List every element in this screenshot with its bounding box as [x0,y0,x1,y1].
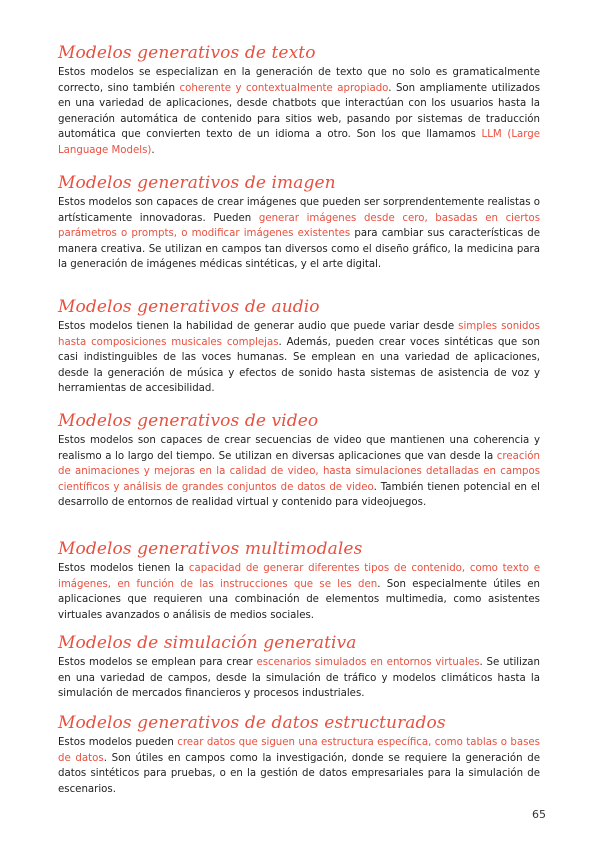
body-text: Estos modelos tienen la habilidad de generar audio que puede variar desde [58,321,459,332]
section-body [58,195,540,273]
highlighted-text: creación de animaciones y mejoras en la calidad de video, hasta simulaciones detalladas en campos científicos y análisis de grandes conjuntos de datos de video [58,450,540,493]
section-body [58,655,540,702]
body-text: . Además, pueden crear voces sintéticas que son casi indistinguibles de las voces humanas. Se emplean en una variedad de aplicaciones, desde la generación de música y efectos de sonido hasta sistemas de asistencia de voz y herramientas de accesibilidad. [58,336,540,395]
section-title: Modelos generativos de imagen [58,173,336,193]
section-body [58,65,540,159]
highlighted-text: simples sonidos hasta composiciones musicales complejas [58,321,540,348]
section-body [58,561,540,623]
highlighted-text: LLM (Large Language Models) [58,129,540,156]
section [58,712,540,797]
body-text: Estos modelos pueden [58,737,178,748]
section [58,538,540,623]
section-title: Modelos generativos multimodales [58,539,363,559]
section-title: Modelos generativos de video [58,411,319,431]
body-text: . También tienen potencial en el desarrollo de entornos de realidad virtual y contenido para videojuegos. [58,481,540,509]
body-text: para cambiar sus características de manera creativa. Se utilizan en campos tan diversos como el diseño gráfico, la medicina para la generación de imágenes médicas sintéticas, y el arte digital. [58,228,540,271]
body-text: Estos modelos se emplean para crear [58,657,257,668]
body-text: Estos modelos son capaces de crear secuencias de video que mantienen una coherencia y realismo a lo largo del tiempo. Se utilizan en diversas aplicaciones que van desde la [58,435,540,462]
body-text: . Son ampliamente utilizados en una variedad de aplicaciones, desde chatbots que interactúan con los usuarios hasta la generación automática de contenido para sitios web, pasando por sistemas de traducción automática que convierten texto de un idioma a otro. Son los que llamamos [58,82,540,141]
highlighted-text: escenarios simulados en entornos virtuales [256,657,480,668]
section-body [58,433,540,511]
body-text: Estos modelos son capaces de crear imágenes que pueden ser sorprendentemente realistas o artísticamente innovadoras. Pueden [58,197,540,224]
section-body [58,735,540,797]
highlighted-text: crear datos que siguen una estructura específica, como tablas o bases de datos [58,737,540,764]
body-text: . Son especialmente útiles en aplicaciones que requieren una combinación de elementos multimedia, como asistentes virtuales avanzados o análisis de medios sociales. [58,578,540,621]
section-title: Modelos de simulación generativa [58,633,357,653]
section-title: Modelos generativos de datos estructurados [58,713,446,733]
body-text: Estos modelos tienen la [58,563,189,574]
body-text: . Son útiles en campos como la investigación, donde se requiere la generación de datos sintéticos para pruebas, o en la gestión de datos empresariales para la simulación de escenarios. [58,752,540,795]
section-body [58,319,540,397]
section [58,632,540,702]
body-text: Estos modelos se especializan en la generación de texto que no solo es gramaticalmente correcto, sino también [58,67,540,94]
section [58,296,540,397]
section-title: Modelos generativos de audio [58,297,320,317]
page-number: 65 [532,808,546,821]
highlighted-text: coherente y contextualmente apropiado [179,82,389,94]
section-title: Modelos generativos de texto [58,43,316,63]
highlighted-text: capacidad de generar diferentes tipos de contenido, como texto e imágenes, en función de las instrucciones que se les den [58,563,540,590]
section [58,410,540,511]
section [58,42,540,159]
section [58,172,540,273]
body-text: . [151,144,155,156]
highlighted-text: generar imágenes desde cero, basadas en ciertos parámetros o prompts, o modificar imágenes existentes [58,212,541,240]
body-text: . Se utilizan en una variedad de campos, desde la simulación de tráfico y modelos climáticos hasta la simulación de mercados financieros y procesos industriales. [58,657,540,700]
